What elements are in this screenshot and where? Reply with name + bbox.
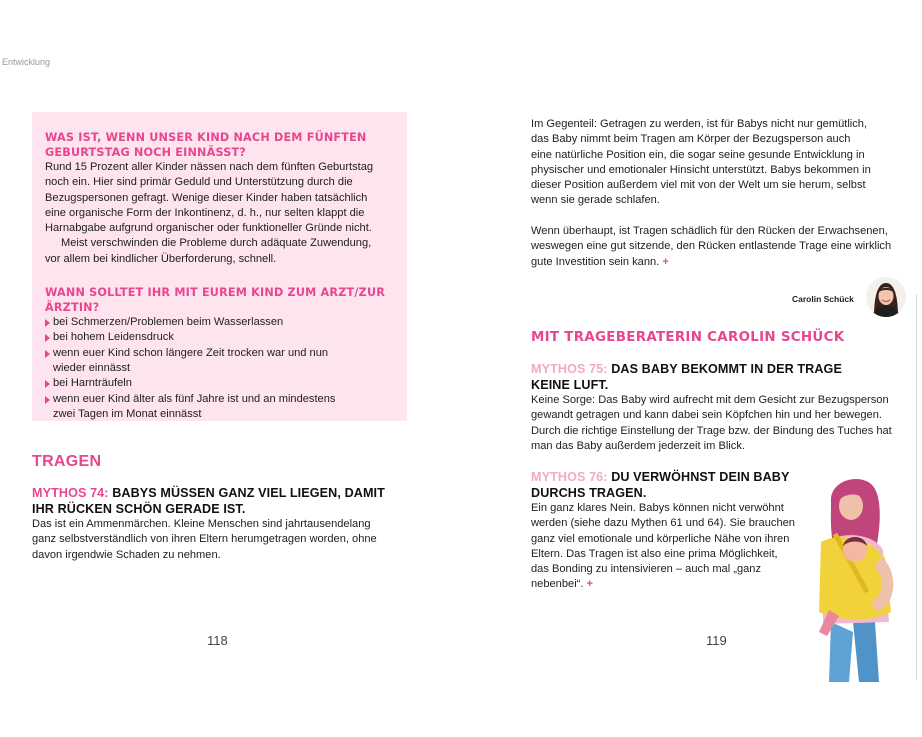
text-line: Eltern. Das Tragen ist also eine prima Möglichkeit,	[531, 547, 778, 560]
list-item: bei Harnträufeln	[45, 376, 397, 391]
text-line: Im Gegenteil: Getragen zu werden, ist für Babys nicht nur gemütlich,	[531, 118, 868, 130]
text-line: ganz viel emotionale und körperliche Nähe von ihren	[531, 532, 790, 545]
myth-74-body	[32, 517, 422, 563]
myth-number: MYTHOS 75:	[531, 362, 608, 376]
list-item: wenn euer Kind älter als fünf Jahre ist und an mindestens zwei Tagen im Monat einnässt	[45, 392, 397, 423]
text-line: Harnabgabe aufgrund organischer oder funktioneller Gründe nicht.	[45, 222, 372, 235]
text-line: vor allem bei kindlicher Überforderung, schnell.	[45, 252, 277, 265]
triangle-bullet-icon	[45, 396, 50, 404]
text-line: Durch die richtige Einstellung der Trage bzw. der Bindung des Tuches hat	[531, 424, 892, 437]
text-line: eine organische Form der Inkontinenz, d. h., nur selten klappt die	[45, 206, 365, 219]
myth-number: MYTHOS 76:	[531, 470, 608, 484]
list-item: bei hohem Leidensdruck	[45, 330, 397, 345]
list-item: bei Schmerzen/Problemen beim Wasserlassen	[45, 315, 397, 330]
text-line: nebenbei“.	[531, 578, 584, 591]
text-line: Ein ganz klares Nein. Babys können nicht verwöhnt	[531, 502, 784, 514]
triangle-bullet-icon	[45, 319, 50, 327]
text-line: Das ist ein Ammenmärchen. Kleine Menschen sind jahrtausendelang	[32, 518, 371, 530]
text-line: Keine Sorge: Das Baby wird aufrecht mit dem Gesicht zur Bezugsperson	[531, 394, 889, 406]
myth-76-title	[531, 470, 821, 501]
right-page	[461, 0, 922, 737]
text-line: gewandt getragen und kann dabei sein Köpfchen hin und her bewegen.	[531, 409, 882, 422]
page-number: 119	[706, 633, 727, 648]
text-line: Rund 15 Prozent aller Kinder nässen nach dem fünften Geburtstag	[45, 161, 374, 173]
myth-75-body	[531, 393, 916, 454]
text-line: noch ein. Hier sind primär Geduld und Unterstützung durch die	[45, 176, 353, 189]
myth-75	[531, 362, 916, 454]
plus-icon: +	[586, 578, 594, 591]
myth-title-line: IHR RÜCKEN SCHÖN GERADE IST.	[32, 501, 246, 516]
myth-title-line: DAS BABY BEKOMMT IN DER TRAGE	[611, 362, 842, 376]
myth-title-line: DURCHS TRAGEN.	[531, 485, 647, 500]
text-line: werden (siehe dazu Mythen 61 und 64). Sie brauchen	[531, 517, 795, 530]
page-number: 118	[207, 633, 228, 648]
myth-76	[531, 470, 821, 593]
box-heading-bedwetting: WAS IST, WENN UNSER KIND NACH DEM FÜNFTEN GEBURTSTAG NOCH EINNÄSST?	[45, 131, 367, 159]
running-head: Entwicklung	[2, 57, 51, 67]
myth-title-line: KEINE LUFT.	[531, 377, 609, 392]
section-title: TRAGEN	[32, 453, 102, 470]
myth-76-body	[531, 501, 821, 593]
myth-title-line: BABYS MÜSSEN GANZ VIEL LIEGEN, DAMIT	[112, 486, 385, 500]
text-line: eine natürliche Position ein, die sogar seine gesunde Entwicklung in	[531, 148, 865, 161]
triangle-bullet-icon	[45, 380, 50, 388]
box-paragraph-2	[45, 236, 397, 267]
myth-75-title	[531, 362, 916, 393]
text-line: gute Investition sein kann.	[531, 255, 660, 268]
author-name: Carolin Schück	[792, 294, 854, 304]
box-heading-doctor: WANN SOLLTET IHR MIT EUREM KIND ZUM ARZT/ZUR ÄRZTIN?	[45, 286, 386, 315]
plus-icon: +	[662, 255, 669, 268]
info-box	[32, 112, 407, 421]
myth-74	[32, 486, 422, 563]
text-line: dieser Position außerdem viel mit von der Welt um sie herum, selbst	[531, 179, 866, 192]
text-line: das Baby nimmt beim Tragen am Körper der Bezugsperson auch	[531, 133, 851, 146]
intro-paragraph	[531, 117, 916, 209]
myth-title-line: DU VERWÖHNST DEIN BABY	[611, 470, 790, 484]
text-line: Meist verschwinden die Probleme durch adäquate Zuwendung,	[61, 237, 372, 250]
triangle-bullet-icon	[45, 334, 50, 342]
interview-heading: MIT TRAGEBERATERIN CAROLIN SCHÜCK	[531, 330, 845, 345]
triangle-bullet-icon	[45, 350, 50, 358]
babywearing-illustration	[801, 472, 921, 687]
second-paragraph	[531, 224, 916, 270]
text-line: weswegen eine gut sitzende, den Rücken entlastende Trage eine wirklich	[531, 240, 892, 253]
list-item: wenn euer Kind schon längere Zeit trocken war und nun wieder einnässt	[45, 346, 397, 377]
myth-number: MYTHOS 74:	[32, 486, 109, 500]
myth-74-title	[32, 486, 422, 517]
doctor-bullet-list	[45, 315, 397, 422]
text-line: das Bonding zu intensivieren – auch mal „ganz	[531, 563, 762, 576]
text-line: Bezugspersonen gefragt. Wenige dieser Kinder haben tatsächlich	[45, 191, 368, 204]
text-line: Wenn überhaupt, ist Tragen schädlich für den Rücken der Erwachsenen,	[531, 225, 888, 237]
text-line: ganz selbstverständlich von ihren Eltern herumgetragen worden, ohne	[32, 533, 377, 546]
text-line: man das Baby außerdem jederzeit im Blick.	[531, 439, 745, 452]
text-line: wenn sie gerade schlafen.	[531, 194, 660, 207]
text-line: physischer und emotionaler Hinsicht unterstützt. Babys bekommen in	[531, 163, 871, 176]
box-paragraph-1	[45, 160, 397, 236]
text-line: davon irgendwie Schaden zu nehmen.	[32, 548, 221, 561]
author-avatar	[866, 277, 906, 317]
